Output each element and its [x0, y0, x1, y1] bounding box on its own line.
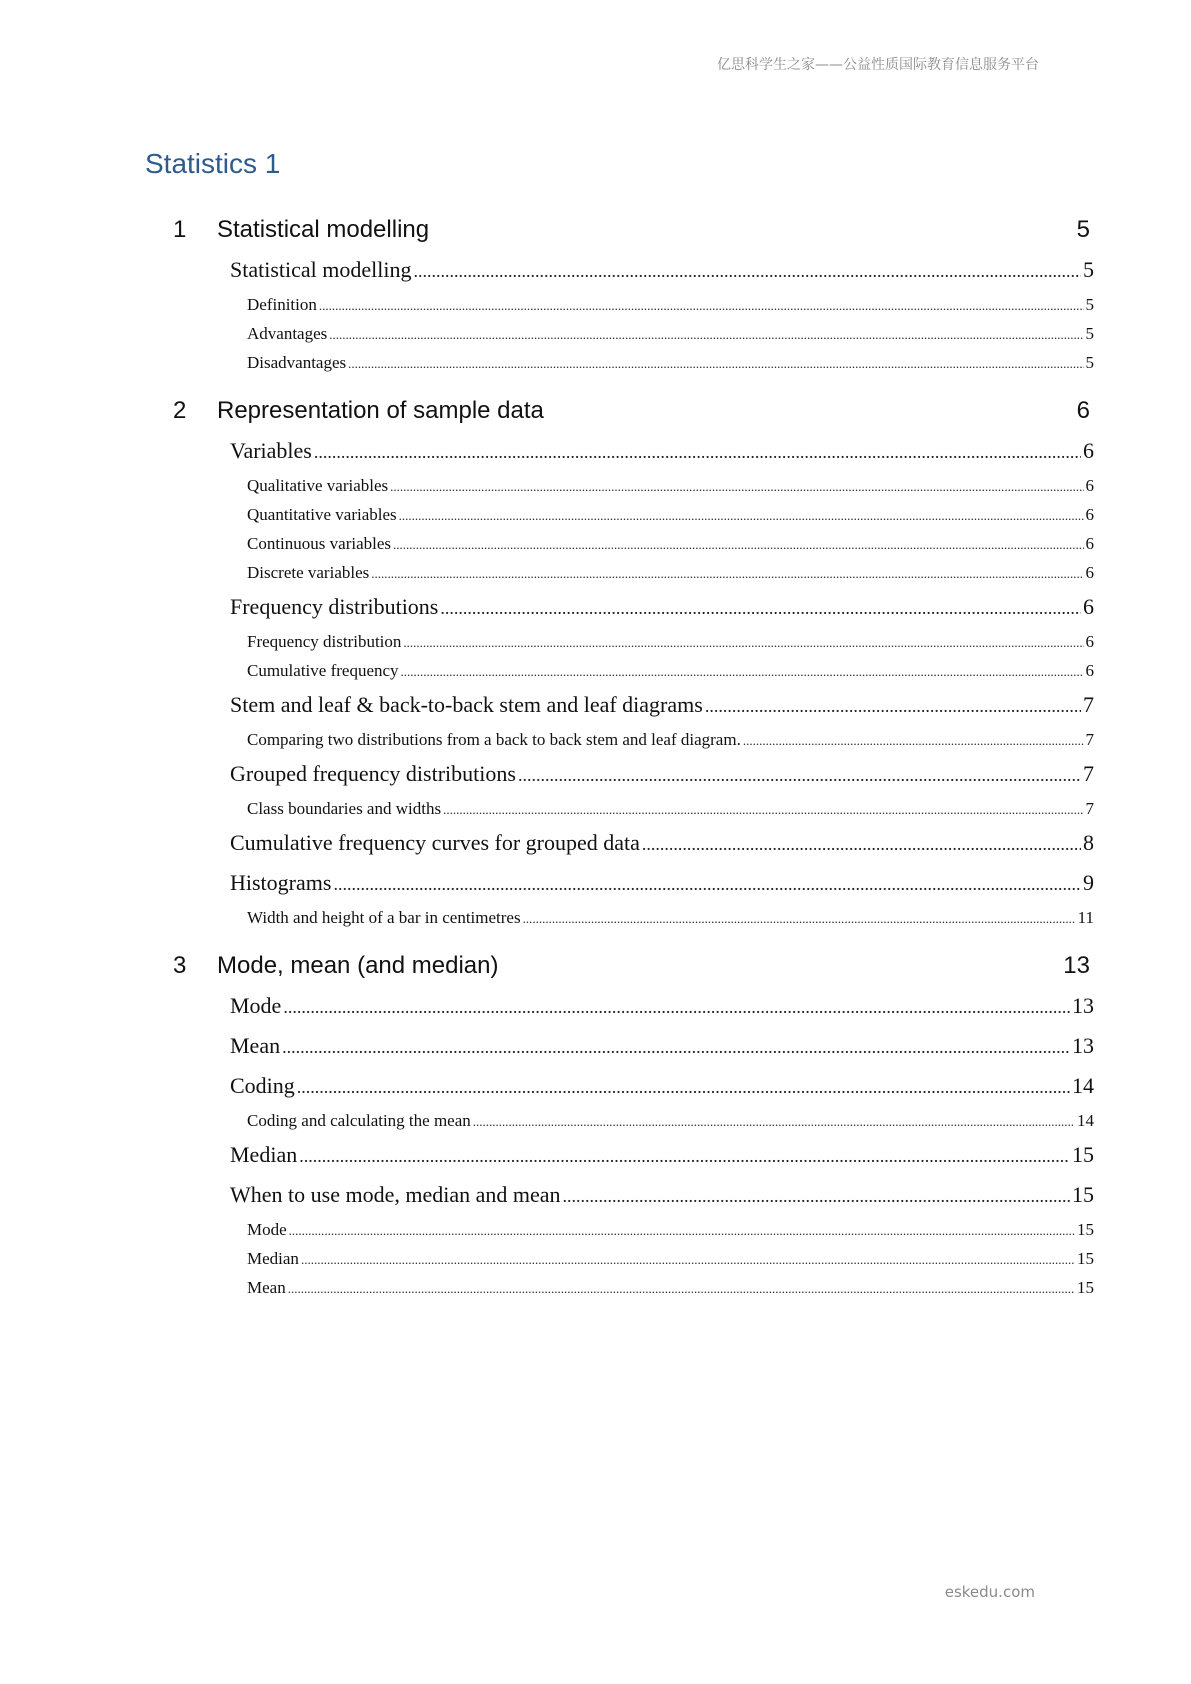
entry-page-number: 5 — [1085, 324, 1094, 343]
page-header: 亿思科学生之家——公益性质国际教育信息服务平台 — [717, 57, 1039, 73]
dot-leader — [390, 472, 1083, 501]
chapter-title: Statistical modelling — [217, 216, 430, 243]
toc-section[interactable] — [230, 250, 1094, 290]
table-of-contents — [0, 210, 1191, 1302]
entry-page-number: 7 — [1085, 799, 1094, 818]
dot-leader — [288, 1274, 1075, 1303]
toc-section[interactable] — [230, 431, 1094, 471]
entry-title: Mean — [247, 1278, 286, 1297]
dot-leader — [473, 1107, 1075, 1136]
toc-subsection[interactable] — [247, 1215, 1094, 1244]
entry-page-number: 6 — [1085, 505, 1094, 524]
entry-page-number: 6 — [1083, 594, 1094, 619]
entry-page-number: 11 — [1077, 908, 1094, 927]
entry-title: Frequency distributions — [230, 594, 439, 619]
entry-title: Cumulative frequency curves for grouped data — [230, 830, 640, 855]
entry-title: Quantitative variables — [247, 505, 397, 524]
chapter-page-number: 13 — [1063, 952, 1090, 979]
chapter-number: 3 — [173, 952, 187, 979]
toc-subsection[interactable] — [247, 500, 1094, 529]
entry-title: Coding and calculating the mean — [247, 1111, 471, 1130]
entry-title: Coding — [230, 1073, 295, 1098]
toc-subsection[interactable] — [247, 794, 1094, 823]
dot-leader — [333, 864, 1081, 904]
toc-section[interactable] — [230, 863, 1094, 903]
toc-chapter[interactable] — [0, 391, 1191, 431]
entry-title: Width and height of a bar in centimetres — [247, 908, 521, 927]
toc-subsection[interactable] — [247, 1106, 1094, 1135]
toc-section[interactable] — [230, 685, 1094, 725]
chapter-number: 1 — [173, 216, 187, 243]
dot-leader — [319, 291, 1084, 320]
toc-chapter[interactable] — [0, 946, 1191, 986]
entry-title: Qualitative variables — [247, 476, 389, 495]
chapter-title: Representation of sample data — [217, 397, 544, 424]
toc-subsection[interactable] — [247, 319, 1094, 348]
entry-title: Statistical modelling — [230, 257, 412, 282]
toc-subsection[interactable] — [247, 725, 1094, 754]
toc-section[interactable] — [230, 754, 1094, 794]
entry-title: Histograms — [230, 870, 332, 895]
toc-chapter[interactable] — [0, 210, 1191, 250]
entry-page-number: 15 — [1072, 1142, 1094, 1167]
entry-page-number: 8 — [1083, 830, 1094, 855]
toc-section[interactable] — [230, 587, 1094, 627]
dot-leader — [705, 686, 1081, 726]
dot-leader — [348, 349, 1083, 378]
toc-subsection[interactable] — [247, 471, 1094, 500]
dot-leader — [393, 530, 1083, 559]
dot-leader — [518, 755, 1081, 795]
dot-leader — [563, 1176, 1070, 1216]
entry-title: Median — [247, 1249, 299, 1268]
toc-subsection[interactable] — [247, 656, 1094, 685]
entry-title: Mode — [230, 993, 282, 1018]
toc-section[interactable] — [230, 1066, 1094, 1106]
entry-title: Stem and leaf & back-to-back stem and leaf diagrams — [230, 692, 703, 717]
chapter-page-number: 5 — [1076, 216, 1090, 243]
dot-leader — [289, 1216, 1075, 1245]
dot-leader — [440, 588, 1081, 628]
entry-page-number: 5 — [1083, 257, 1094, 282]
entry-title: Comparing two distributions from a back to back stem and leaf diagram. — [247, 730, 741, 749]
entry-page-number: 6 — [1085, 534, 1094, 553]
entry-title: Median — [230, 1142, 298, 1167]
dot-leader — [301, 1245, 1075, 1274]
dot-leader — [283, 987, 1070, 1027]
entry-title: Disadvantages — [247, 353, 347, 372]
toc-subsection[interactable] — [247, 558, 1094, 587]
entry-page-number: 13 — [1072, 1033, 1094, 1058]
dot-leader — [371, 559, 1083, 588]
entry-page-number: 7 — [1083, 692, 1094, 717]
entry-page-number: 6 — [1085, 563, 1094, 582]
entry-title: Class boundaries and widths — [247, 799, 442, 818]
toc-subsection[interactable] — [247, 529, 1094, 558]
dot-leader — [297, 1067, 1070, 1107]
entry-page-number: 6 — [1083, 438, 1094, 463]
entry-title: Mode — [247, 1220, 287, 1239]
entry-page-number: 6 — [1085, 661, 1094, 680]
entry-page-number: 9 — [1083, 870, 1094, 895]
toc-subsection[interactable] — [247, 903, 1094, 932]
toc-section[interactable] — [230, 823, 1094, 863]
dot-leader — [329, 320, 1083, 349]
entry-page-number: 7 — [1085, 730, 1094, 749]
dot-leader — [413, 251, 1081, 291]
entry-page-number: 6 — [1085, 476, 1094, 495]
dot-leader — [399, 501, 1084, 530]
entry-page-number: 15 — [1077, 1249, 1094, 1268]
entry-title: Continuous variables — [247, 534, 392, 553]
toc-section[interactable] — [230, 1135, 1094, 1175]
dot-leader — [403, 628, 1083, 657]
toc-section[interactable] — [230, 1175, 1094, 1215]
dot-leader — [401, 657, 1084, 686]
toc-section[interactable] — [230, 986, 1094, 1026]
entry-title: Grouped frequency distributions — [230, 761, 516, 786]
chapter-page-number: 6 — [1076, 397, 1090, 424]
toc-subsection[interactable] — [247, 290, 1094, 319]
entry-title: Discrete variables — [247, 563, 370, 582]
page-footer: eskedu.com — [944, 1583, 1035, 1601]
entry-page-number: 15 — [1077, 1220, 1094, 1239]
entry-page-number: 15 — [1072, 1182, 1094, 1207]
dot-leader — [743, 726, 1084, 755]
toc-subsection[interactable] — [247, 348, 1094, 377]
dot-leader — [523, 904, 1076, 933]
entry-page-number: 14 — [1072, 1073, 1094, 1098]
chapter-number: 2 — [173, 397, 187, 424]
entry-page-number: 7 — [1083, 761, 1094, 786]
toc-section[interactable] — [230, 1026, 1094, 1066]
entry-page-number: 14 — [1077, 1111, 1094, 1130]
entry-title: Mean — [230, 1033, 281, 1058]
toc-subsection[interactable] — [247, 1244, 1094, 1273]
entry-page-number: 15 — [1077, 1278, 1094, 1297]
entry-page-number: 5 — [1085, 295, 1094, 314]
entry-title: Definition — [247, 295, 317, 314]
entry-page-number: 13 — [1072, 993, 1094, 1018]
entry-title: Cumulative frequency — [247, 661, 399, 680]
dot-leader — [443, 795, 1083, 824]
entry-title: Frequency distribution — [247, 632, 402, 651]
dot-leader — [299, 1136, 1070, 1176]
entry-title: When to use mode, median and mean — [230, 1182, 561, 1207]
entry-title: Variables — [230, 438, 312, 463]
dot-leader — [642, 824, 1081, 864]
dot-leader — [314, 432, 1081, 472]
document-title: Statistics 1 — [145, 148, 281, 179]
chapter-title: Mode, mean (and median) — [217, 952, 499, 979]
toc-subsection[interactable] — [247, 1273, 1094, 1302]
toc-subsection[interactable] — [247, 627, 1094, 656]
dot-leader — [282, 1027, 1070, 1067]
entry-page-number: 6 — [1085, 632, 1094, 651]
entry-page-number: 5 — [1085, 353, 1094, 372]
entry-title: Advantages — [247, 324, 328, 343]
